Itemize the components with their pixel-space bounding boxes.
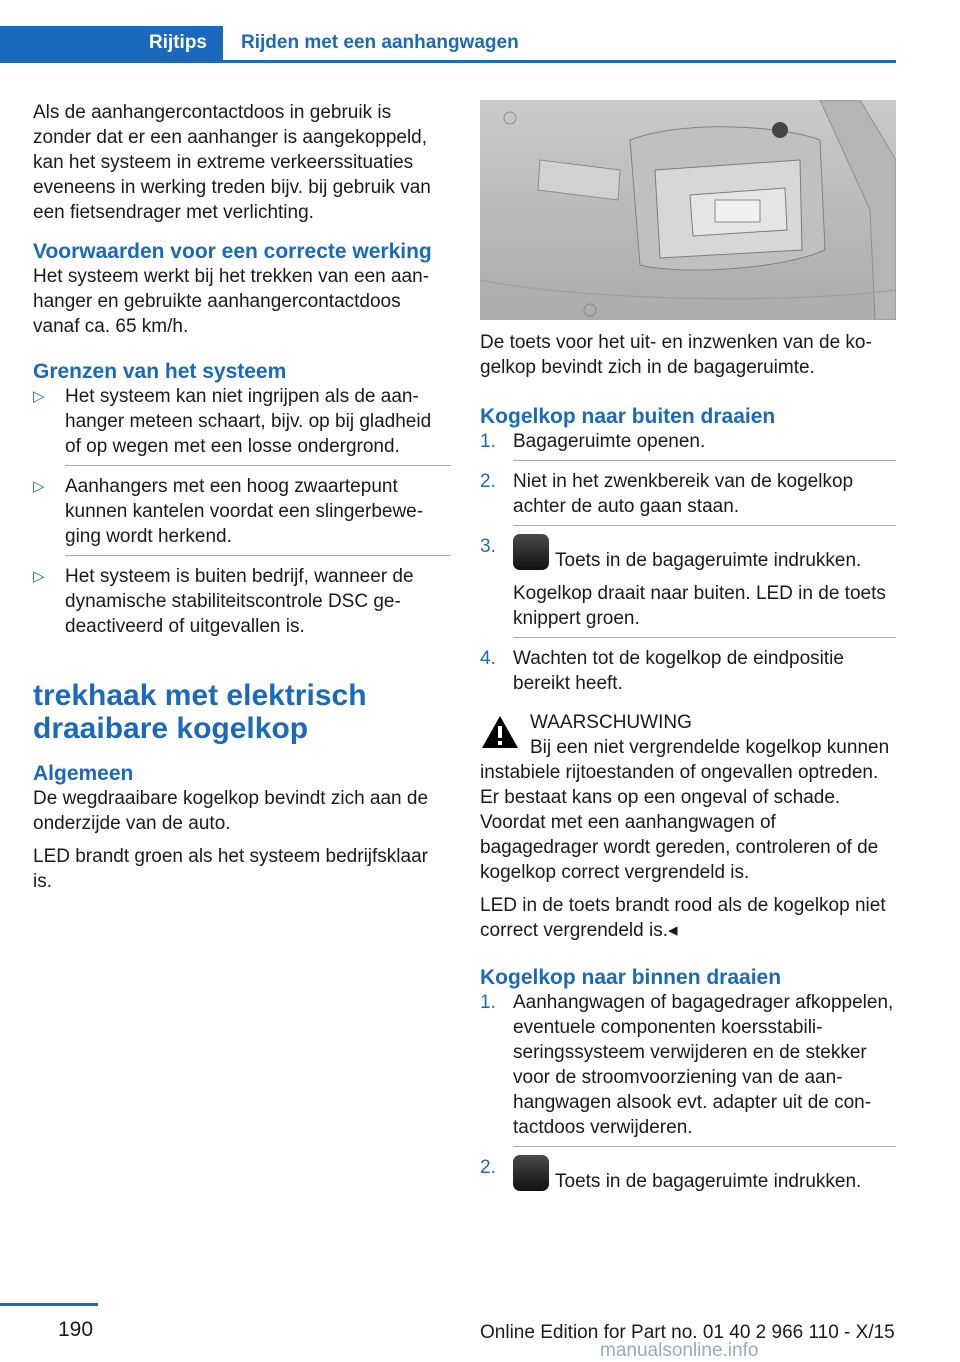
- step-text: Toets in de bagageruimte indrukken.: [555, 1171, 862, 1192]
- list-item: [33, 384, 451, 466]
- step-number: 1.: [480, 992, 496, 1013]
- step-number: 3.: [480, 536, 496, 557]
- step-number: 4.: [480, 648, 496, 669]
- watermark: manualsonline.info: [600, 1340, 759, 1361]
- intro-paragraph: Als de aanhangercontactdoos in gebruik is zonder dat er een aanhanger is aangekoppeld, kan het systeem in extreme verkeerssituaties eveneens in werking treden bijv. bij gebruik van een fietsendrager met verlichting.: [33, 102, 431, 223]
- warning-title: WAARSCHUWING: [530, 712, 692, 733]
- list-item: [33, 564, 451, 639]
- list-item: [480, 1155, 896, 1194]
- header-title[interactable]: Rijden met een aanhangwagen: [241, 32, 519, 53]
- list-item: [480, 990, 896, 1147]
- step-number: 1.: [480, 431, 496, 452]
- step-text: Toets in de bagageruimte indrukken.: [555, 550, 862, 571]
- list-item-text: Aanhangers met een hoog zwaartepunt kunnen kantelen voordat een slingerbeweging wordt herkend.: [65, 476, 424, 547]
- right-column: [480, 100, 896, 1194]
- step-text: Wachten tot de kogelkop de eindpositie bereikt heeft.: [513, 648, 844, 694]
- warning-text: Bij een niet vergrendelde kogelkop kunnen instabiele rijtoestanden of ongevallen optreden. Er bestaat kans op een ongeval of schade. Voordat met een aanhangwagen of bagagedrager wordt gereden, controleren of de kogelkop correct vergrendeld is.: [480, 737, 890, 883]
- general-paragraph: De wegdraaibare kogelkop bevindt zich aan de onderzijde van de auto.: [33, 788, 429, 834]
- list-item: [33, 474, 451, 556]
- list-item: [480, 429, 896, 461]
- step-text: Niet in het zwenkbereik van de kogelkop achter de auto gaan staan.: [513, 471, 854, 517]
- trunk-photo: [480, 100, 896, 320]
- warning-block: [480, 710, 896, 885]
- heading-limits: Grenzen van het systeem: [33, 360, 287, 383]
- list-item: [480, 646, 896, 696]
- edition-text: Online Edition for Part no. 01 40 2 966 110 - X/15: [480, 1322, 895, 1343]
- step-text: Aanhangwagen of bagagedrager afkoppelen, eventuele componenten koersstabiliseringssysteem verwijderen en de stekker voor de stroomvoorziening van de aanhangwagen alsook evt. adapter uit de contactdoos verwijderen.: [513, 992, 894, 1138]
- warning-icon: [480, 714, 520, 750]
- heading-rotate-out: Kogelkop naar buiten draaien: [480, 405, 776, 428]
- triangle-bullet-icon: ▷: [33, 478, 45, 495]
- conditions-paragraph: Het systeem werkt bij het trekken van een aanhanger en gebruikte aanhangercontactdoos vanaf ca. 65 km/h.: [33, 266, 430, 337]
- triangle-bullet-icon: ▷: [33, 568, 45, 585]
- led-red-paragraph: LED in de toets brandt rood als de kogelkop niet correct vergrendeld is.◂: [480, 895, 886, 941]
- heading-rotate-in: Kogelkop naar binnen draaien: [480, 966, 782, 989]
- step-subtext: Kogelkop draait naar buiten. LED in de toets knippert groen.: [513, 583, 886, 629]
- list-item-text: Het systeem kan niet ingrijpen als de aanhanger meteen schaart, bijv. op bij gladheid of op wegen met een losse ondergrond.: [65, 386, 432, 457]
- steps-in-list: [480, 990, 896, 1194]
- photo-caption: De toets voor het uit- en inzwenken van de kogelkop bevindt zich in de bagageruimte.: [480, 332, 872, 378]
- triangle-bullet-icon: ▷: [33, 388, 45, 405]
- list-item-text: Het systeem is buiten bedrijf, wanneer de dynamische stabiliteitscontrole DSC gedeactiveerd of uitgevallen is.: [65, 566, 414, 637]
- footer-rule: [0, 1303, 98, 1306]
- heading-general: Algemeen: [33, 762, 134, 785]
- steps-out-list: [480, 429, 896, 696]
- chapter-heading: trekhaak met elektrisch draaibare kogelkop: [33, 679, 367, 745]
- step-number: 2.: [480, 1157, 496, 1178]
- page-number: 190: [58, 1318, 94, 1341]
- led-paragraph: LED brandt groen als het systeem bedrijfsklaar is.: [33, 846, 428, 892]
- step-number: 2.: [480, 471, 496, 492]
- limits-list: [33, 384, 451, 639]
- trunk-button-icon: [513, 534, 549, 570]
- header-section-tab[interactable]: Rijtips: [0, 26, 223, 60]
- left-column: [33, 100, 451, 902]
- list-item: [480, 469, 896, 526]
- heading-conditions: Voorwaarden voor een correcte werking: [33, 240, 432, 263]
- header-rule: [0, 60, 896, 63]
- trunk-button-icon: [513, 1155, 549, 1191]
- list-item: [480, 534, 896, 638]
- step-text: Bagageruimte openen.: [513, 431, 706, 452]
